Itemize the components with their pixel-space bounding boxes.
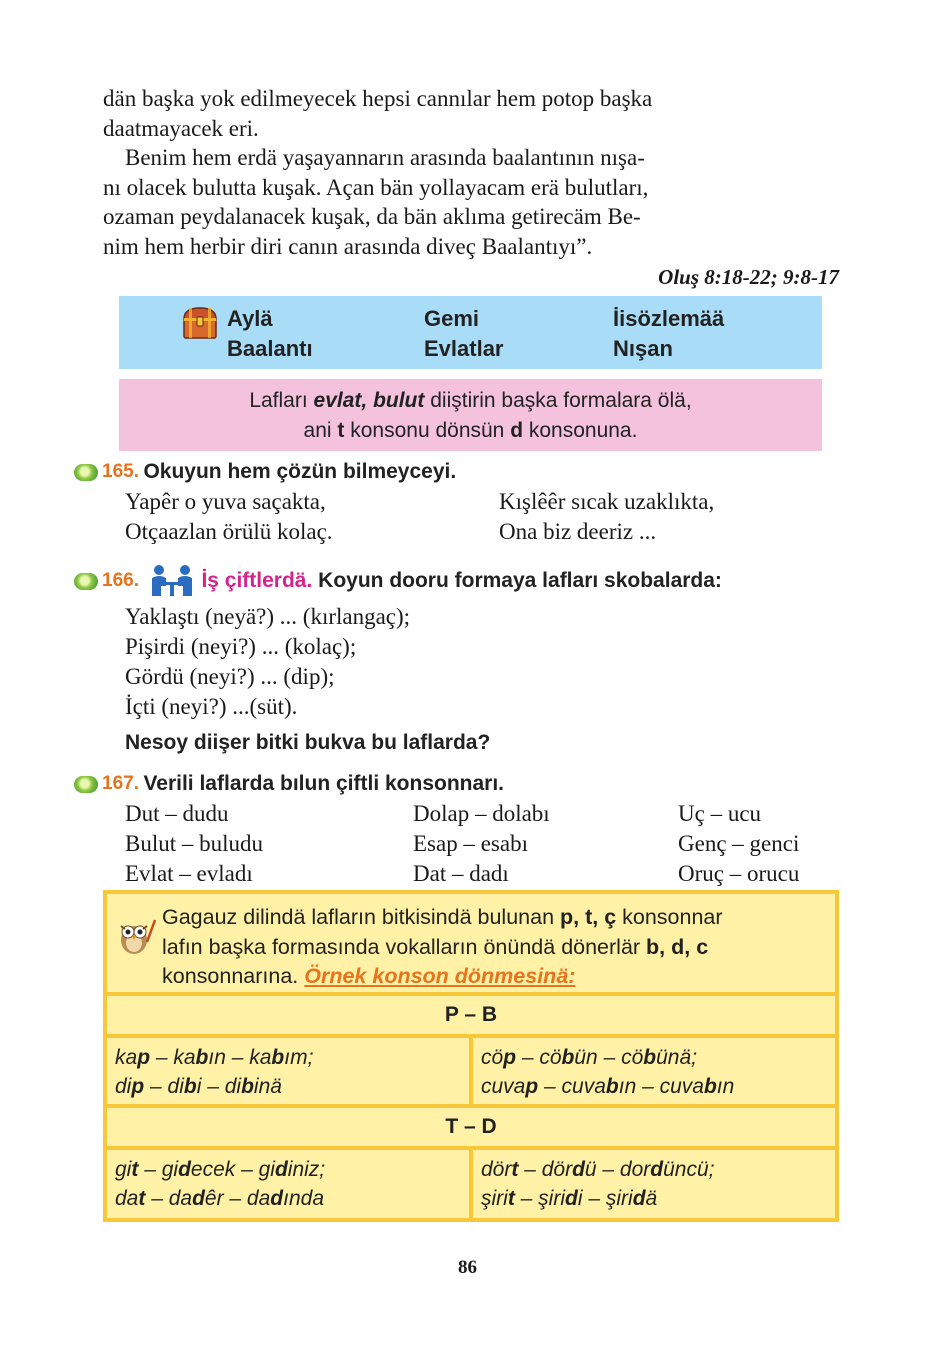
note-line-2: ani t konsonu dönsün d konsonuna. [303,419,638,442]
word-pair: Oruç – orucu [678,861,800,886]
riddle-line: Ona biz deeriz ... [499,519,657,544]
exercise-line: Yaklaştı (neyä?) ... (kırlangaç); [125,604,411,629]
vocab-word: Baalantı [227,336,313,361]
riddle-right [499,487,714,547]
example-line: cuvap – cuvabın – cuvabın [481,1075,735,1098]
rule-line-3: konsonnarına. Örnek konson dönmesinä: [162,964,576,988]
vocab-column-3 [613,304,724,364]
vocab-word: Aylä [227,306,273,331]
example-line: şirit – şiridi – şiridä [481,1187,658,1210]
exercise-number: 165. [102,461,139,482]
vocab-column-2 [424,304,504,364]
rule-line-2: lafın başka formasında vokalların önündä dönerlär b, d, c [162,934,709,959]
instruction-note [119,379,822,451]
paragraph-line: daatmayacek eri. [103,115,259,141]
riddle-line: Otçaazlan örülü kolaç. [125,519,333,544]
exercise-167-header [74,772,504,796]
rule-text [107,894,835,992]
paragraph-line: Benim hem erdä yaşayannarın arasında baalantının nışa- [125,145,645,170]
table-header-t-d: T – D [107,1108,835,1146]
paragraph-line: dän başka yok edilmeyecek hepsi cannılar hem potop başka [103,86,653,111]
vocab-word: İisözlemää [613,306,725,331]
paragraph-line: nı olacek bulutta kuşak. Açan bän yollayacam erä bulutları, [103,174,649,200]
intro-passage [103,84,839,293]
bullet-icon [74,464,98,481]
vocab-column-1 [227,304,313,364]
exercise-line: İçti (neyi?) ...(süt). [125,694,298,719]
exercise-number: 167. [102,773,139,794]
word-pair: Dut – dudu [125,801,229,826]
vocabulary-box [119,296,822,369]
word-pair: Esap – esabı [413,831,528,856]
note-line-1: Lafları evlat, bulut diiştirin başka formalara ölä, [249,389,692,412]
bullet-icon [74,776,98,793]
exercise-line: Gördü (neyi?) ... (dip); [125,664,335,689]
exercise-title: Verili laflarda bılun çiftli konsonnarı. [143,772,505,795]
exercise-line: Pişirdi (neyi?) ... (kolaç); [125,634,357,659]
table-cell [107,1150,469,1218]
owl-icon [115,914,157,956]
riddle-line: Kışlêêr sıcak uzaklıkta, [499,489,715,514]
riddle-left [125,487,333,547]
vocab-word: Nışan [613,336,673,361]
word-pair: Uç – ucu [678,801,762,826]
word-pair: Dat – dadı [413,861,509,886]
table-header-p-b: P – B [107,996,835,1034]
table-cell [107,1038,469,1104]
example-line: kap – kabın – kabım; [115,1046,314,1069]
paragraph-line: nim hem herbir diri canın arasında diveç Baalantıyı”. [103,233,593,259]
pair-work-label: İş çiftlerdä. [201,569,313,592]
word-column-2 [413,799,550,889]
table-cell [473,1038,835,1104]
example-line: dat – dadêr – dadında [115,1187,324,1210]
example-line: git – gidecek – gidiniz; [115,1158,326,1181]
exercise-title: Koyun dooru formaya lafları skobalarda: [312,569,722,592]
exercise-166-header [74,564,722,598]
table-cell [473,1150,835,1218]
exercise-question: Nesoy diişer bitki bukva bu laflarda? [125,731,491,754]
treasure-chest-icon [181,305,219,341]
word-pair: Genç – genci [678,831,800,856]
word-pair: Bulut – buludu [125,831,264,856]
bible-reference: Oluş 8:18-22; 9:8-17 [658,265,839,289]
example-line: cöp – cöbün – cöbünä; [481,1046,697,1069]
word-column-3 [678,799,799,889]
example-line: dip – dibi – dibinä [115,1075,282,1098]
pair-work-icon [147,564,197,598]
exercise-title: Okuyun hem çözün bilmeyceyi. [143,460,457,483]
riddle-line: Yapêr o yuva saçakta, [125,489,326,514]
bullet-icon [74,573,98,590]
vocab-word: Evlatlar [424,336,504,361]
page-number: 86 [458,1257,477,1278]
rule-line-1: Gagauz dilindä lafların bitkisindä bulunan p, t, ç konsonnar [162,905,723,929]
exercise-number: 166. [102,570,139,591]
vocab-word: Gemi [424,306,480,331]
exercise-166-lines [125,602,410,722]
paragraph-line: ozaman peydalanacek kuşak, da bän aklıma getirecäm Be- [103,204,641,229]
rule-box [103,890,839,1222]
exercise-165-header [74,460,456,484]
word-column-1 [125,799,263,889]
word-pair: Evlat – evladı [125,861,253,886]
example-line: dört – dördü – dordüncü; [481,1158,715,1181]
word-pair: Dolap – dolabı [413,801,550,826]
